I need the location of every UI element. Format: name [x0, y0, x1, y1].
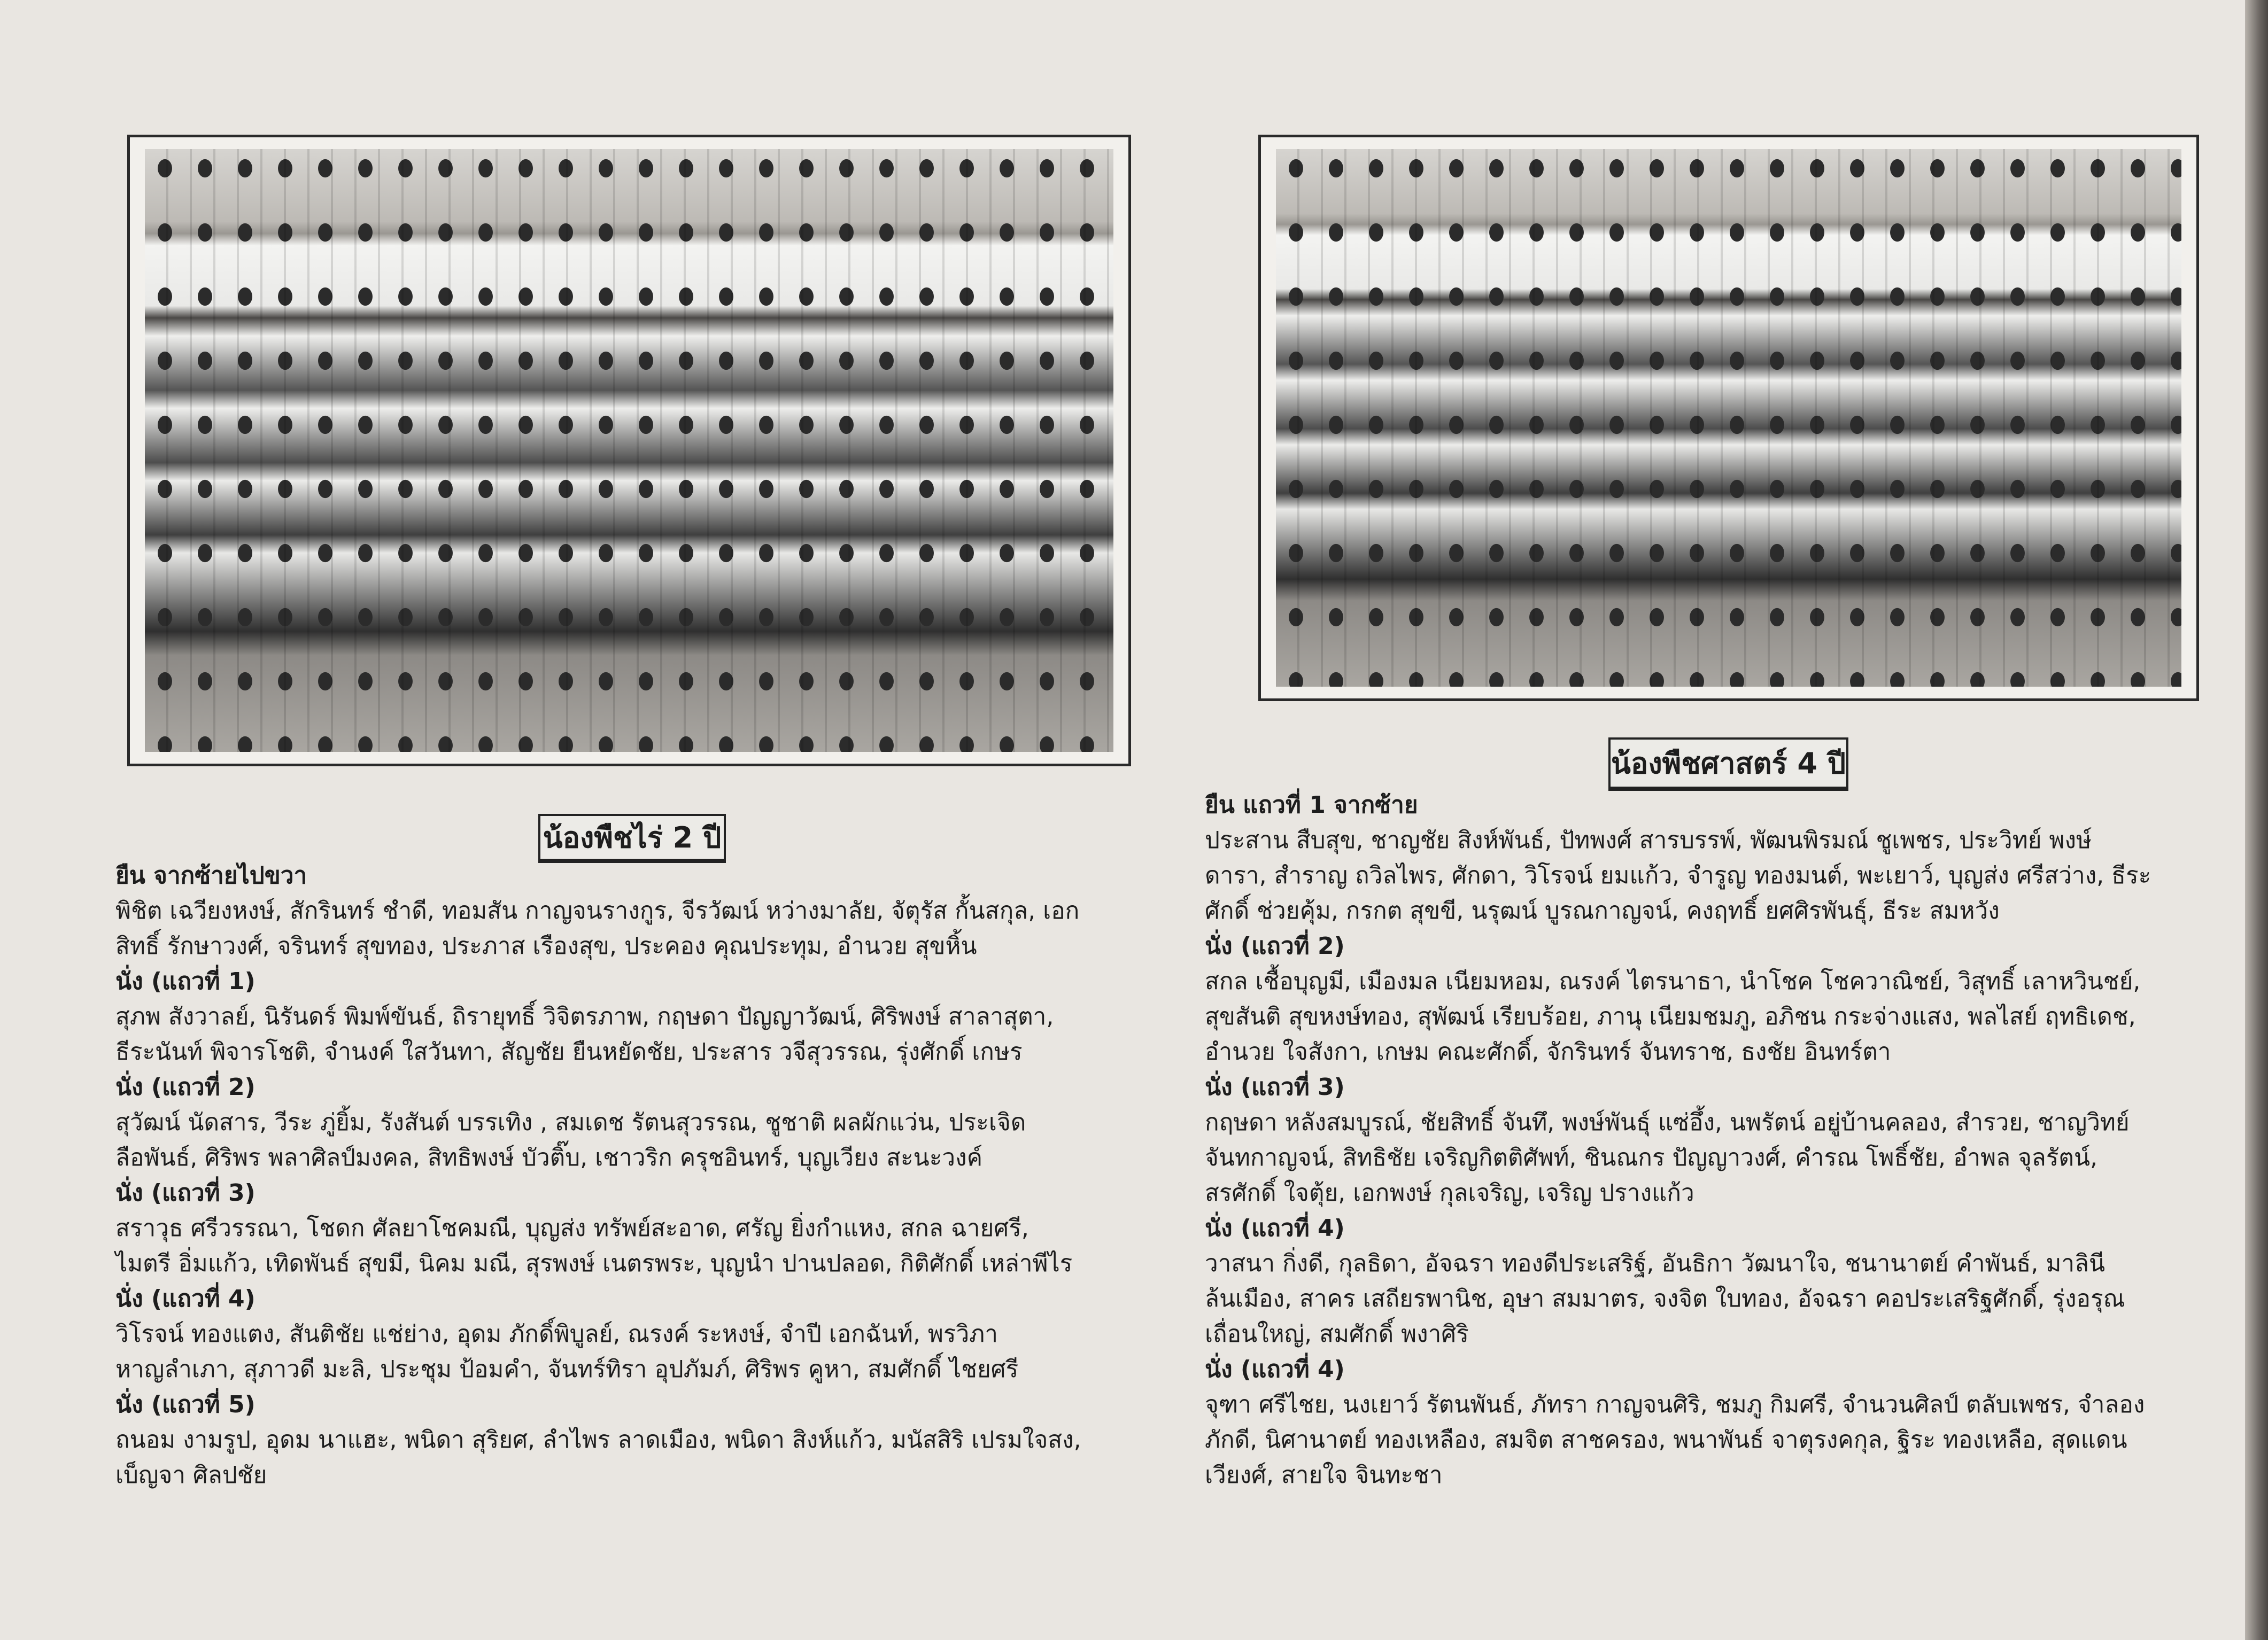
- name-line: เบ็ญจา ศิลปชัย: [115, 1462, 267, 1489]
- name-line: สรศักดิ์ ใจตุ้ย, เอกพงษ์ กุลเจริญ, เจริญ ปรางแก้ว: [1205, 1179, 1694, 1207]
- name-line: สราวุธ ศรีวรรณา, โชดก ศัลยาโชคมณี, บุญส่ง ทรัพย์สะอาด, ศรัญ ยิ่งกำแหง, สกล ฉายศรี,: [115, 1215, 1029, 1242]
- row-heading: นั่ง (แถวที่ 4): [1205, 1215, 1345, 1242]
- name-line: ดารา, สำราญ ถวิลไพร, ศักดา, วิโรจน์ ยมแก้ว, จำรูญ ทองมนต์, พะเยาว์, บุญส่ง ศรีสว่าง, ธีระ: [1205, 862, 2151, 889]
- left-name-list: [115, 858, 1158, 1493]
- row-heading: นั่ง (แถวที่ 2): [1205, 932, 1345, 960]
- row-heading: ยืน แถวที่ 1 จากซ้าย: [1205, 791, 1418, 819]
- name-line: ประสาน สืบสุข, ชาญชัย สิงห์พันธ์, ปัทพงศ์ สารบรรพ์, พัฒนพิรมณ์ ชูเพชร, ประวิทย์ พงษ์: [1205, 827, 2092, 854]
- name-line: ไมตรี อิ่มแก้ว, เทิดพันธ์ สุขมี, นิคม มณี, สุรพงษ์ เนตรพระ, บุญนำ ปานปลอด, กิติศักดิ์ เหล่าพีไร: [115, 1250, 1073, 1277]
- name-line: สุขสันติ สุขหงษ์ทอง, สุพัฒน์ เรียบร้อย, ภานุ เนียมชมภู, อภิชน กระจ่างแสง, พลไสย์ ฤทธิเดช,: [1205, 1003, 2136, 1030]
- name-line: สุภพ สังวาลย์, นิรันดร์ พิมพ์ขันธ์, ถิรายุทธิ์ วิจิตรภาพ, กฤษดา ปัญญาวัฒน์, ศิริพงษ์ สาลาสุตา,: [115, 1003, 1054, 1030]
- name-line: หาญลำเภา, สุภาวดี มะลิ, ประชุม ป้อมคำ, จันทร์ทิรา อุปภัมภ์, ศิริพร คูหา, สมศักดิ์ ไชยศรี: [115, 1356, 1019, 1383]
- row-heading: นั่ง (แถวที่ 1): [115, 968, 256, 995]
- row-heading: นั่ง (แถวที่ 2): [115, 1074, 256, 1101]
- row-heading: นั่ง (แถวที่ 4): [1205, 1356, 1345, 1383]
- name-line: สกล เชื้อบุญมี, เมืองมล เนียมหอม, ณรงค์ ไตรนาธา, นำโชค โชควาณิชย์, วิสุทธิ์ เลาหวินชย์,: [1205, 968, 2141, 995]
- name-line: สิทธิ์ รักษาวงศ์, จรินทร์ สุขทอง, ประภาส เรืองสุข, ประคอง คุณประทุม, อำนวย สุขหิ้น: [115, 932, 977, 960]
- right-name-list: [1205, 788, 2247, 1493]
- name-line: ลือพันธ์, ศิริพร พลาศิลป์มงคล, สิทธิพงษ์ บัวติ๊บ, เชาวริก ครุชอินทร์, บุญเวียง สะนะวงค์: [115, 1144, 983, 1171]
- row-heading: ยืน จากซ้ายไปขวา: [115, 862, 307, 889]
- name-line: วาสนา กิ่งดี, กุลธิดา, อัจฉรา ทองดีประเสริฐ์, อันธิกา วัฒนาใจ, ชนานาตย์ คำพันธ์, มาลินี: [1205, 1250, 2106, 1277]
- name-line: จันทกาญจน์, สิทธิชัย เจริญกิตติศัพท์, ชินณกร ปัญญาวงศ์, คำรณ โพธิ์ชัย, อำพล จุลรัตน์,: [1205, 1144, 2098, 1171]
- name-line: กฤษดา หลังสมบูรณ์, ชัยสิทธิ์ จันทึ, พงษ์พันธุ์ แซ่อึ้ง, นพรัตน์ อยู่บ้านคลอง, สำรวย, ชาญวิทย์: [1205, 1109, 2130, 1136]
- name-line: พิชิต เฉวียงหงษ์, สักรินทร์ ชำดี, ทอมสัน กาญจนรางกูร, จีรวัฒน์ หว่างมาลัย, จัตุรัส กั้นสกุล, เอก: [115, 897, 1080, 924]
- name-line: ล้นเมือง, สาคร เสถียรพานิช, อุษา สมมาตร, จงจิต ใบทอง, อัจฉรา คอประเสริฐศักดิ์, รุ่งอรุณ: [1205, 1285, 2125, 1312]
- name-line: จุฑา ศรีไชย, นงเยาว์ รัตนพันธ์, ภัทรา กาญจนศิริ, ชมภู กิมศรี, จำนวนศิลป์ ตลับเพชร, จำลอง: [1205, 1391, 2145, 1418]
- row-heading: นั่ง (แถวที่ 3): [115, 1179, 256, 1207]
- name-line: ภักดี, นิศานาตย์ ทองเหลือง, สมจิต สาชครอง, พนาพันธ์ จาตุรงคกุล, ฐิระ ทองเหลือ, สุดแดน: [1205, 1426, 2127, 1454]
- name-line: ถนอม งามรูป, อุดม นาแฮะ, พนิดา สุริยศ, ลำไพร ลาดเมือง, พนิดา สิงห์แก้ว, มนัสสิริ เปรมใจสง,: [115, 1426, 1081, 1454]
- name-line: วิโรจน์ ทองแตง, สันติชัย แช่ย่าง, อุดม ภักดิ์พิบูลย์, ณรงค์ ระหงษ์, จำปี เอกฉันท์, พรวิภา: [115, 1320, 998, 1348]
- name-line: อำนวย ใจสังกา, เกษม คณะศักดิ์, จักรินทร์ จันทราช, ธงชัย อินทร์ตา: [1205, 1038, 1891, 1066]
- left-group-photo: [145, 149, 1113, 752]
- name-line: สุวัฒน์ นัดสาร, วีระ ภู่ยิ้ม, รังสันต์ บรรเทิง , สมเดช รัตนสุวรรณ, ชูชาติ ผลผักแว่น, ประเจิด: [115, 1109, 1026, 1136]
- left-photo-caption: น้องพืชไร่ 2 ปี: [538, 814, 726, 863]
- right-photo-caption: น้องพืชศาสตร์ 4 ปี: [1608, 737, 1848, 791]
- name-line: ศักดิ์ ช่วยคุ้ม, กรกต สุขขี, นรุฒน์ บูรณกาญจน์, คงฤทธิ์ ยศศิรพันธุ์, ธีระ สมหวัง: [1205, 897, 2000, 924]
- row-heading: นั่ง (แถวที่ 4): [115, 1285, 256, 1312]
- row-heading: นั่ง (แถวที่ 3): [1205, 1074, 1345, 1101]
- name-line: ธีระนันท์ พิจารโชติ, จำนงค์ ใสวันทา, สัญชัย ยืนหยัดชัย, ประสาร วจีสุวรรณ, รุ่งศักดิ์ เกษร: [115, 1038, 1023, 1066]
- right-photo-frame: [1258, 135, 2199, 701]
- row-heading: นั่ง (แถวที่ 5): [115, 1391, 256, 1418]
- name-line: เถื่อนใหญ่, สมศักดิ์ พงาศิริ: [1205, 1320, 1469, 1348]
- book-binding-shadow: [2245, 0, 2268, 1640]
- name-line: เวียงศ์, สายใจ จินทะชา: [1205, 1462, 1443, 1489]
- right-group-photo: [1276, 149, 2181, 687]
- left-photo-frame: [127, 135, 1131, 766]
